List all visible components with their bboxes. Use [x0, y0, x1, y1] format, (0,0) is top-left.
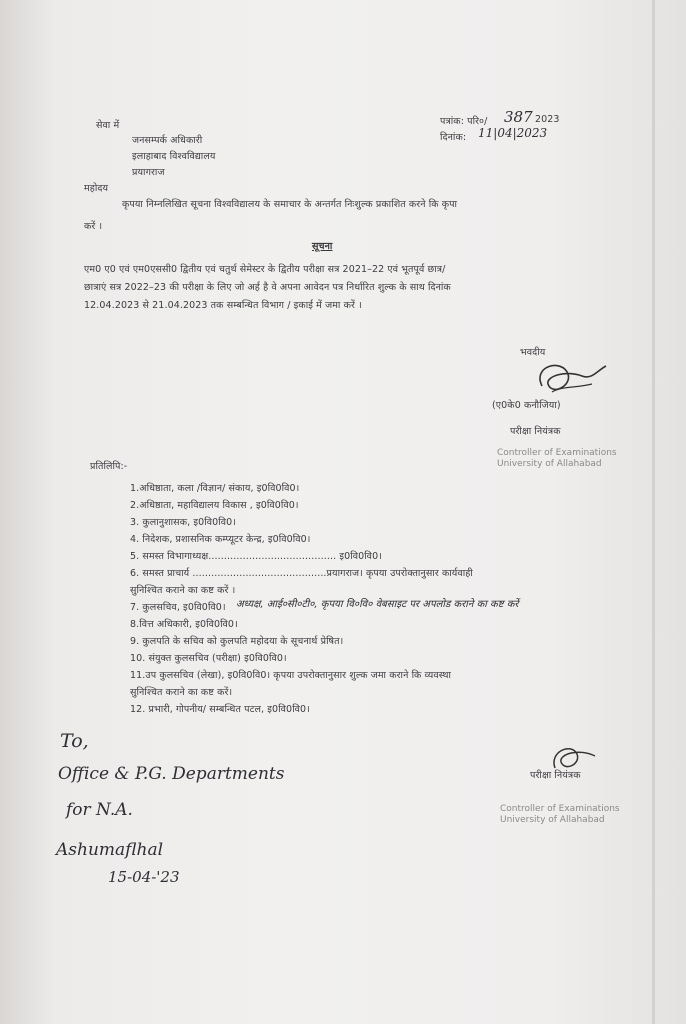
copy-heading: प्रतिलिपि:- — [90, 461, 128, 472]
signature-mark-1 — [522, 356, 612, 400]
notice-title: सूचना — [312, 241, 333, 252]
copy-item-5: 5. समस्त विभागाध्यक्ष......................................... इ0वि0वि0। — [130, 551, 382, 562]
copy-item-7: 7. कुलसचिव, इ0वि0वि0। — [130, 602, 226, 613]
signatory-designation: परीक्षा नियंत्रक — [510, 426, 561, 437]
addressee-to: सेवा में — [96, 120, 120, 131]
stamp-2: Controller of Examinations University of Allahabad — [500, 804, 620, 825]
second-designation: परीक्षा नियंत्रक — [530, 770, 581, 781]
handwritten-date: 15-04-'23 — [108, 868, 180, 886]
copy-item-2: 2.अधिष्ठाता, महाविद्यालय विकास , इ0वि0वि0। — [130, 500, 299, 511]
stamp-1: Controller of Examinations University of Allahabad — [497, 448, 617, 469]
copy-item-12: 12. प्रभारी, गोपनीय/ सम्बन्धित पटल, इ0वि0वि0। — [130, 704, 310, 715]
ref-number: 387 — [504, 108, 533, 126]
addressee-line3: प्रयागराज — [132, 167, 165, 178]
request-line1: कृपया निम्नलिखित सूचना विश्वविद्यालय के समाचार के अन्तर्गत निःशुल्क प्रकाशित करने कि कृपा — [122, 199, 458, 210]
closing: भवदीय — [520, 347, 546, 358]
handwritten-for: for N.A. — [66, 800, 133, 820]
date-label: दिनांक: — [440, 132, 467, 143]
ref-year: 2023 — [535, 114, 560, 125]
copy-item-1: 1.अधिष्ठाता, कला /विज्ञान/ संकाय, इ0वि0वि0। — [130, 483, 300, 494]
copy-item-8: 8.वित्त अधिकारी, इ0वि0वि0। — [130, 619, 238, 630]
request-line2: करें । — [84, 221, 103, 232]
copy-item-9: 9. कुलपति के सचिव को कुलपति महोदया के सूचनार्थ प्रेषित। — [130, 636, 344, 647]
copy-item-6-cont: सुनिश्चित कराने का कष्ट करें । — [130, 585, 236, 596]
handwritten-office: Office & P.G. Departments — [58, 764, 285, 784]
handwritten-to: To, — [60, 730, 89, 752]
paper-fold — [652, 0, 655, 1024]
notice-line3: 12.04.2023 से 21.04.2023 तक सम्बन्धित विभाग / इकाई में जमा करें । — [84, 300, 362, 311]
handwritten-addition: अध्यक्ष, आई०सी०टी०, कृपया वि०वि० वेबसाइट पर अपलोड कराने का कष्ट करें — [236, 599, 519, 610]
copy-item-10: 10. संयुक्त कुलसचिव (परीक्षा) इ0वि0वि0। — [130, 653, 287, 664]
notice-line2: छात्राएं सत्र 2022–23 की परीक्षा के लिए जो अर्ह है वे अपना आवेदन पत्र निर्धारित शुल्क के साथ दिनांक — [84, 282, 451, 293]
signatory-name: (ए0के0 कनौजिया) — [492, 400, 561, 411]
salutation: महोदय — [84, 183, 109, 194]
copy-item-6: 6. समस्त प्राचार्य ...........................................प्रयागराज। कृपया उपरोक्तानुसार कार्यवाही — [130, 568, 473, 579]
addressee-line1: जनसम्पर्क अधिकारी — [132, 135, 203, 146]
date-value: 11|04|2023 — [478, 126, 548, 140]
copy-item-11: 11.उप कुलसचिव (लेखा), इ0वि0वि0। कृपया उपरोक्तानुसार शुल्क जमा कराने कि व्यवस्था — [130, 670, 452, 681]
ref-label: पत्रांक: परि०/ — [440, 116, 488, 127]
copy-item-11-cont: सुनिश्चित कराने का कष्ट करें। — [130, 687, 233, 698]
addressee-line2: इलाहाबाद विश्वविद्यालय — [132, 151, 216, 162]
copy-item-3: 3. कुलानुशासक, इ0वि0वि0। — [130, 517, 236, 528]
copy-item-4: 4. निदेशक, प्रशासनिक कम्प्यूटर केन्द्र, इ0वि0वि0। — [130, 534, 311, 545]
notice-line1: एम0 ए0 एवं एम0एससी0 द्वितीय एवं चतुर्थ सेमेस्टर के द्वितीय परीक्षा सत्र 2021–22 एवं भूतपूर्व छात्र/ — [84, 264, 446, 275]
handwritten-signature: Ashumaflhal — [56, 840, 164, 860]
